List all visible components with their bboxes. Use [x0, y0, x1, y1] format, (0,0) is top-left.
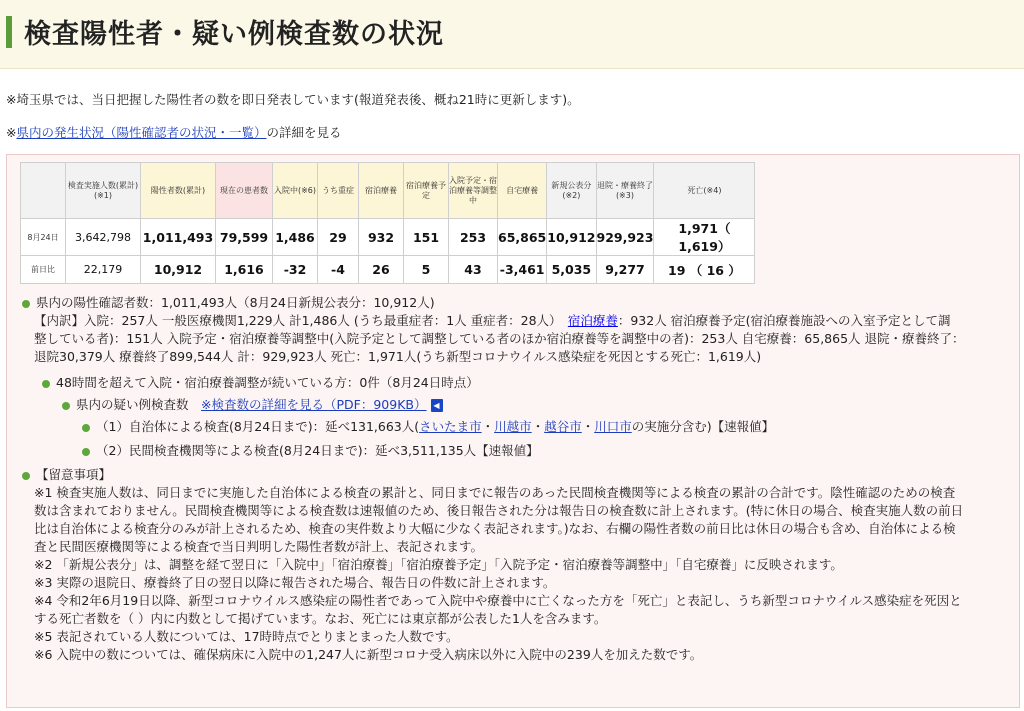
- cell-tests: 3,642,798: [66, 219, 141, 256]
- header-hospital: 入院中(※6): [273, 163, 318, 219]
- cell-hotel: 932: [359, 219, 404, 256]
- suspected-tests-label: 県内の疑い例検査数: [76, 397, 189, 412]
- header-severe: うち重症: [318, 163, 359, 219]
- cell-current: 1,616: [216, 256, 273, 284]
- cell-home: -3,461: [498, 256, 547, 284]
- remark-line: する死亡者数を（ ）内に内数として掲げています。なお、死亡には東京都が公表した1人を含みます。: [34, 611, 607, 626]
- list-item: [82, 442, 539, 460]
- bullet-dot-icon: [82, 448, 90, 456]
- row-label: 8月24日: [21, 219, 66, 256]
- list-item: [22, 294, 435, 312]
- row-label: 前日比: [21, 256, 66, 284]
- saitama-city-link[interactable]: さいたま市: [419, 419, 482, 434]
- outbreak-detail-link[interactable]: 県内の発生状況（陽性確認者の状況・一覧）: [16, 125, 267, 140]
- municipal-test-text: （1）自治体による検査(8月24日まで)：延べ131,663人(: [96, 419, 420, 434]
- separator: ・: [581, 419, 595, 434]
- remarks-block: [34, 484, 1004, 664]
- remark-line: 数は含まれておりません。民間検査機関等による検査数は速報値のため、後日報告された分は報告日の検査数に計上されます。(特に休日の場合、検査実施人数の前日: [34, 503, 964, 518]
- header-discharged: 退院・療養終了(※3): [596, 163, 654, 219]
- cell-discharged: 929,923: [596, 219, 654, 256]
- remark-line: ※5 表記されている人数については、17時時点でとりまとまった人数です。: [34, 629, 459, 644]
- cell-severe: 29: [318, 219, 359, 256]
- cell-hotel: 26: [359, 256, 404, 284]
- remark-line: ※2 「新規公表分」は、調整を経て翌日に「入院中」「宿泊療養」「宿泊療養予定」「入院予定・宿泊療養等調整中」「自宅療養」に反映されます。: [34, 557, 843, 572]
- remark-line: 比は自治体による検査分のみが計上されるため、検査の実件数より大幅に少なく表記されます。)なお、右欄の陽性者数の前日比は休日の場合も含め、自治体による検: [34, 521, 956, 536]
- cell-discharged: 9,277: [596, 256, 654, 284]
- breakdown-line: ：932人 宿泊療養予定(宿泊療養施設への入室予定として調: [617, 313, 951, 328]
- cell-adjusting: 253: [449, 219, 498, 256]
- breakdown-text: [34, 312, 1004, 366]
- list-item: [82, 418, 774, 436]
- list-item: [22, 466, 111, 484]
- bullet-dot-icon: [22, 300, 30, 308]
- bullet-dot-icon: [82, 424, 90, 432]
- cell-hospital: -32: [273, 256, 318, 284]
- detail-link-suffix: の詳細を見る: [266, 125, 342, 140]
- remarks-heading: 【留意事項】: [36, 467, 112, 482]
- cell-deaths: 19 （ 16 ）: [654, 256, 755, 284]
- bullet-dot-icon: [42, 380, 50, 388]
- test-detail-pdf-link[interactable]: ※検査数の詳細を見る（PDF：909KB）: [201, 397, 427, 412]
- cell-positive: 10,912: [141, 256, 216, 284]
- notice-text: ※埼玉県では、当日把握した陽性者の数を即日発表しています(報道発表後、概ね21時に更新します)。: [6, 92, 580, 107]
- cell-hotel-plan: 5: [404, 256, 449, 284]
- list-item: [42, 374, 479, 392]
- pdf-icon: ◀: [431, 399, 443, 412]
- header-adjusting: 入院予定・宿泊療養等調整中: [449, 163, 498, 219]
- remark-line: ※4 令和2年6月19日以降、新型コロナウイルス感染症の陽性者であって入院中や療養中に亡くなった方を「死亡」と表記し、うち新型コロナウイルス感染症を死因と: [34, 593, 962, 608]
- breakdown-line: 退院30,379人 療養終了899,544人 計：929,923人 死亡：1,971人(うち新型コロナウイルス感染症を死因とする死亡：1,619人): [34, 349, 762, 364]
- remark-line: ※6 入院中の数については、確保病床に入院中の1,247人に新型コロナ受入病床以外に入院中の239人を加えた数です。: [34, 647, 703, 662]
- cell-adjusting: 43: [449, 256, 498, 284]
- cell-new: 10,912: [547, 219, 596, 256]
- hotel-care-link[interactable]: 宿泊療養: [567, 313, 618, 328]
- municipal-test-suffix: の実施分含む)【速報値】: [631, 419, 775, 434]
- breakdown-line: 【内訳】入院：257人 一般医療機関1,229人 計1,486人 (うち最重症者：1人 重症者：28人）: [34, 313, 556, 328]
- adjusting-text: 48時間を超えて入院・宿泊療養調整が続いている方：0件（8月24日時点）: [56, 375, 479, 390]
- table-row: [21, 219, 755, 256]
- stats-table: [20, 162, 755, 284]
- page-title: 検査陽性者・疑い例検査数の状況: [24, 19, 444, 50]
- cell-severe: -4: [318, 256, 359, 284]
- cell-hospital: 1,486: [273, 219, 318, 256]
- header-hotel-plan: 宿泊療養予定: [404, 163, 449, 219]
- bullet-dot-icon: [62, 402, 70, 410]
- separator: ・: [531, 419, 545, 434]
- cell-tests: 22,179: [66, 256, 141, 284]
- koshigaya-city-link[interactable]: 越谷市: [544, 419, 582, 434]
- header-current: 現在の患者数: [216, 163, 273, 219]
- cell-positive: 1,011,493: [141, 219, 216, 256]
- detail-link-line: [6, 123, 342, 141]
- positive-summary: 県内の陽性確認者数：1,011,493人（8月24日新規公表分：10,912人): [36, 295, 435, 310]
- corner-cell: [21, 163, 66, 219]
- breakdown-line: 整している者)：151人 入院予定・宿泊療養等調整中(入院予定として調整している者のほか宿泊療養等を調整中の者)：253人 自宅療養：65,865人 退院・療養終了：: [34, 331, 965, 346]
- cell-current: 79,599: [216, 219, 273, 256]
- header-home: 自宅療養: [498, 163, 547, 219]
- header-tests: 検査実施人数(累計)(※1): [66, 163, 141, 219]
- title-accent-bar: [6, 16, 12, 48]
- page-header: [0, 0, 1024, 69]
- header-deaths: 死亡(※4): [654, 163, 755, 219]
- remark-line: ※3 実際の退院日、療養終了日の翌日以降に報告された場合、報告日の件数に計上されます。: [34, 575, 556, 590]
- header-positive: 陽性者数(累計): [141, 163, 216, 219]
- private-test-text: （2）民間検査機関等による検査(8月24日まで)：延べ3,511,135人【速報値】: [96, 443, 539, 458]
- cell-deaths: 1,971（ 1,619）: [654, 219, 755, 256]
- kawagoe-city-link[interactable]: 川越市: [494, 419, 532, 434]
- cell-home: 65,865: [498, 219, 547, 256]
- table-row: [21, 256, 755, 284]
- list-item: [62, 396, 443, 414]
- header-hotel: 宿泊療養: [359, 163, 404, 219]
- header-new: 新規公表分(※2): [547, 163, 596, 219]
- remark-line: 査と民間医療機関等による検査で当日判明した陽性者数が計上、表記されます。: [34, 539, 484, 554]
- remark-line: ※1 検査実施人数は、同日までに実施した自治体による検査の累計と、同日までに報告のあった民間検査機関等による検査の累計の合計です。陰性確認のための検査: [34, 485, 956, 500]
- detail-link-prefix: ※: [6, 125, 17, 140]
- kawaguchi-city-link[interactable]: 川口市: [594, 419, 632, 434]
- separator: ・: [481, 419, 495, 434]
- bullet-dot-icon: [22, 472, 30, 480]
- cell-hotel-plan: 151: [404, 219, 449, 256]
- cell-new: 5,035: [547, 256, 596, 284]
